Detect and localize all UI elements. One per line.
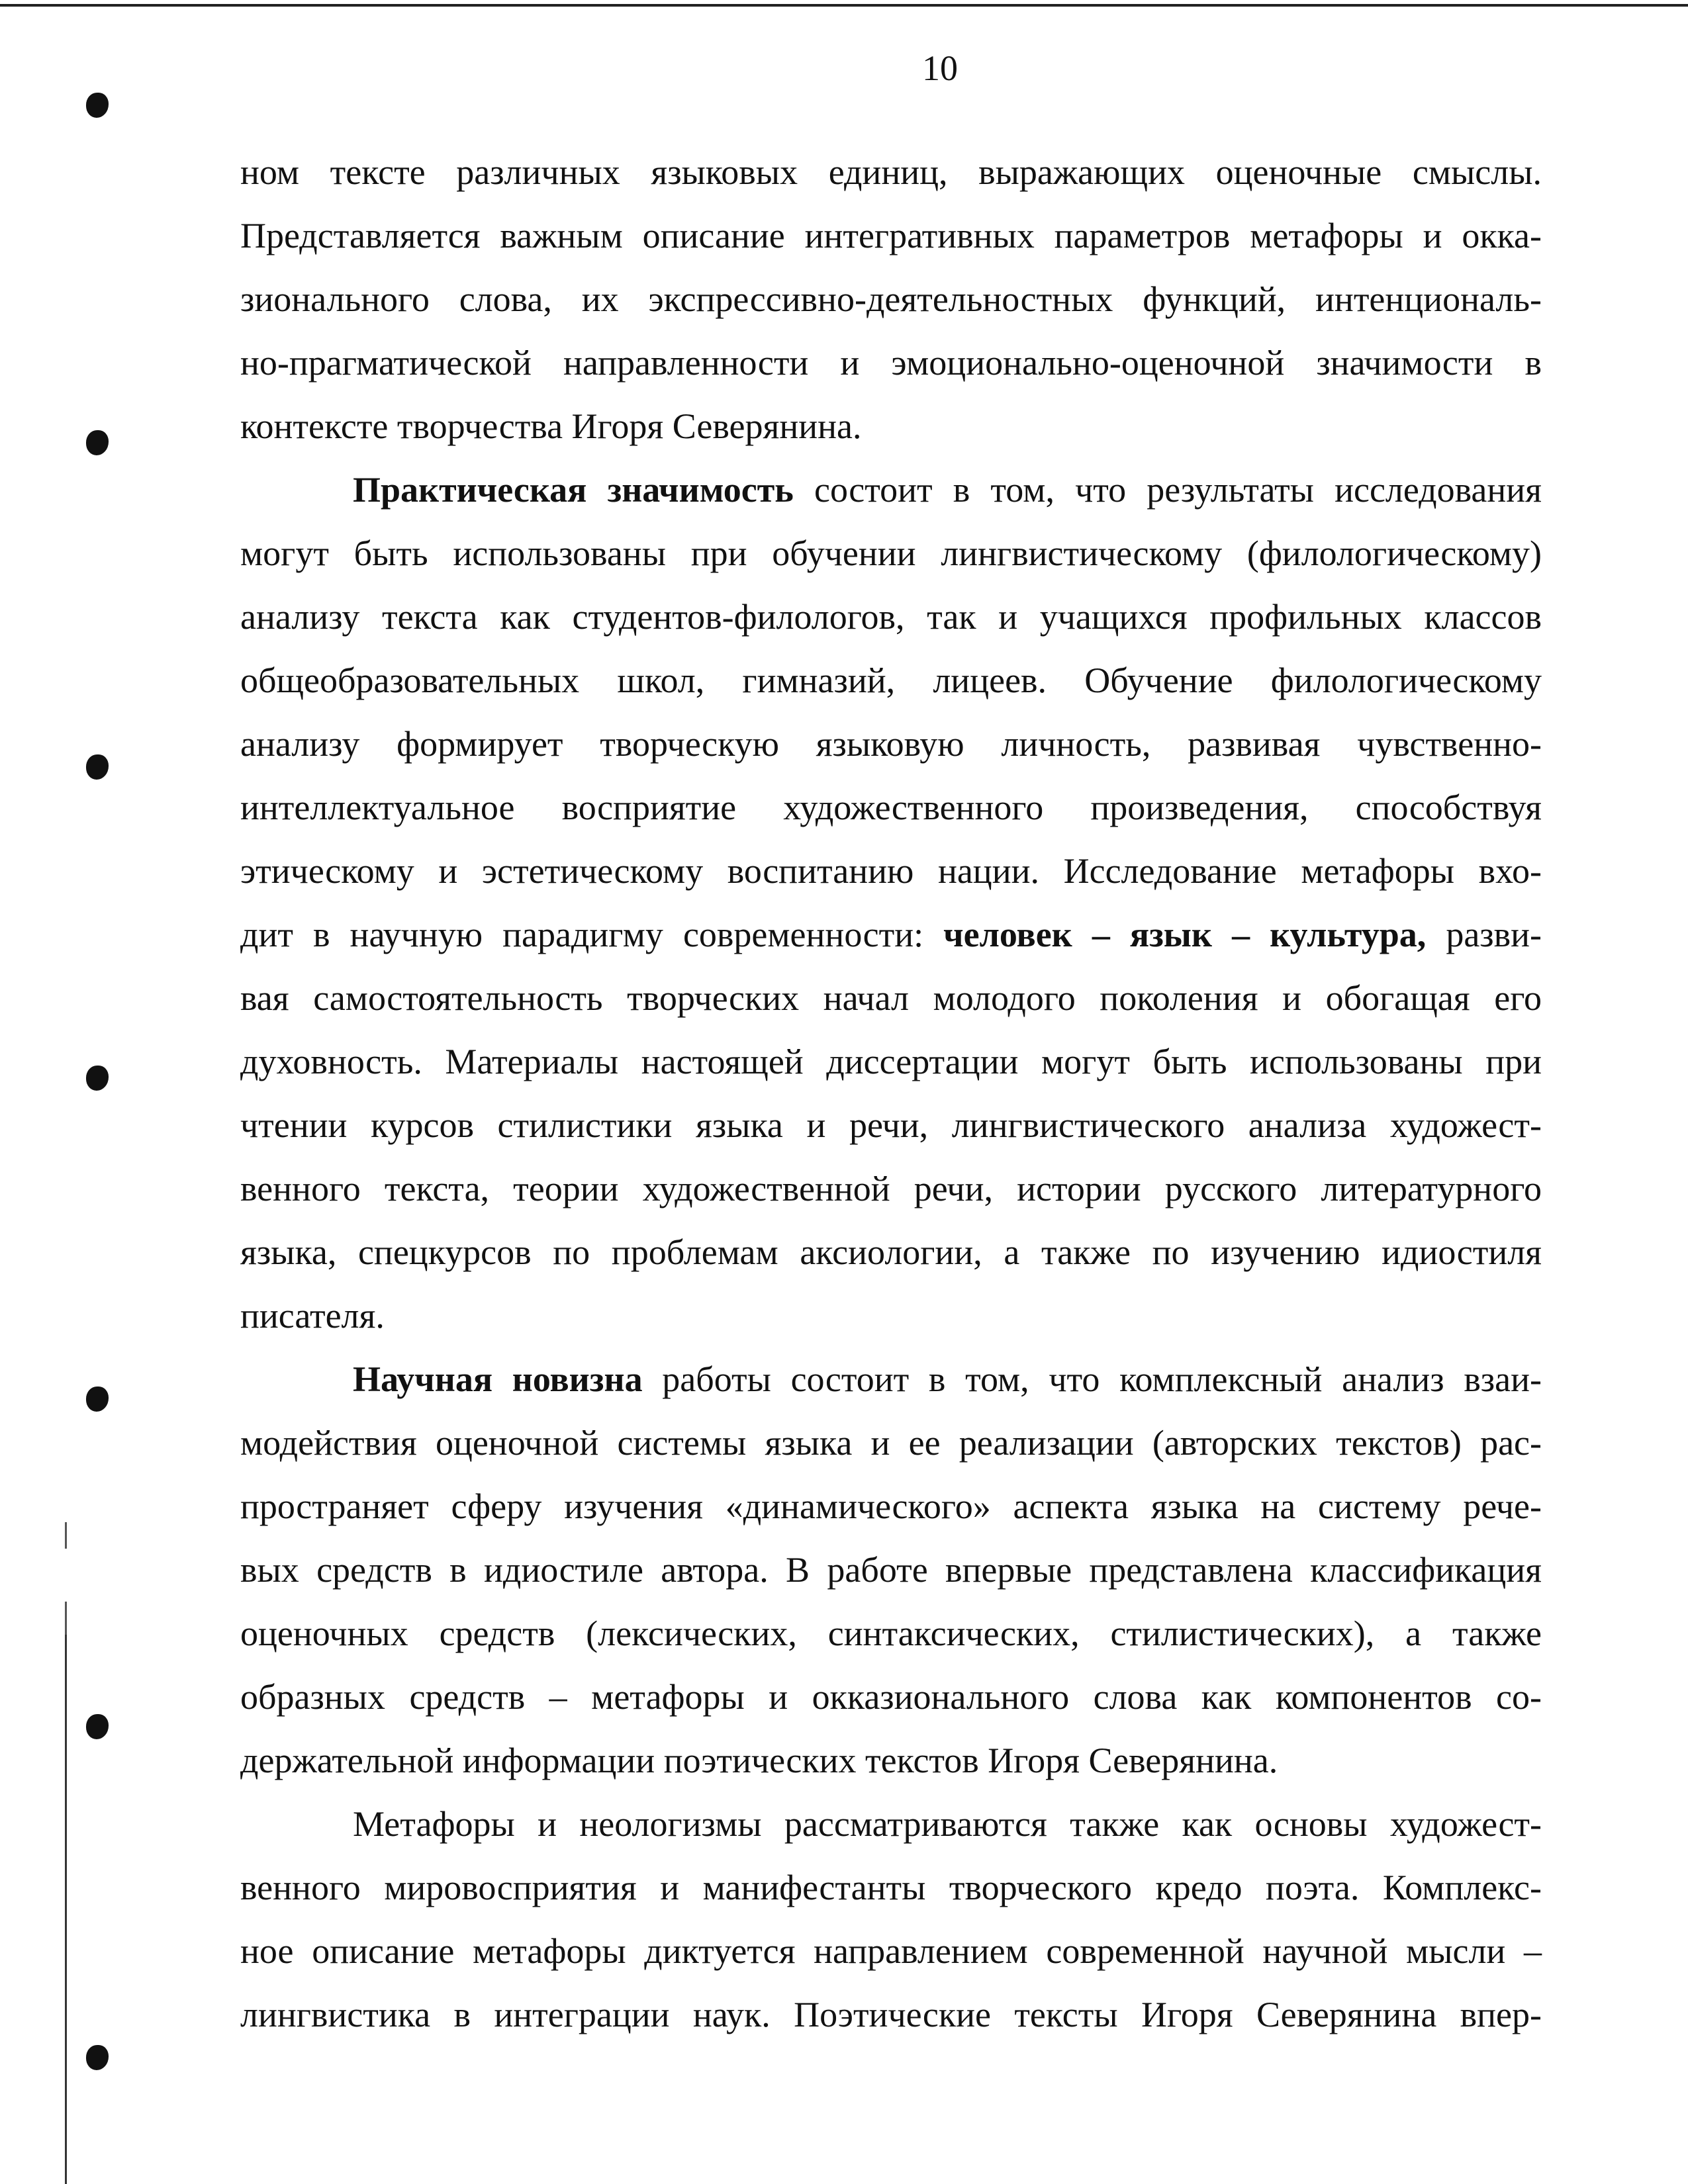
punch-hole-mark (86, 430, 109, 455)
text-line: этическому и эстетическому воспитанию нации. Исследование метафоры вхо- (240, 851, 1542, 891)
text-line: Метафоры и неологизмы рассматриваются также как основы художест- (353, 1804, 1542, 1844)
text-run: разви- (1426, 915, 1542, 954)
left-margin-tick (65, 1522, 67, 1549)
text-line: ном тексте различных языковых единиц, выражающих оценочные смыслы. (240, 152, 1542, 192)
text-line: пространяет сферу изучения «динамического» аспекта языка на систему рече- (240, 1486, 1542, 1526)
text-line: писателя. (240, 1296, 385, 1336)
left-margin-tick (65, 1602, 67, 1635)
text-line: вая самостоятельность творческих начал молодого поколения и обогащая его (240, 978, 1542, 1018)
text-line: языка, спецкурсов по проблемам аксиологии, а также по изучению идиостиля (240, 1232, 1542, 1272)
paragraph-3 (240, 1347, 1542, 1792)
punch-hole-mark (86, 1387, 109, 1412)
paragraph-4 (240, 1792, 1542, 2046)
bold-term: человек – язык – культура, (943, 915, 1427, 954)
text-line: ное описание метафоры диктуется направлением современной научной мысли – (240, 1931, 1542, 1971)
text-line (240, 1347, 1542, 1411)
bold-term: Научная новизна (353, 1359, 643, 1399)
text-line: чтении курсов стилистики языка и речи, лингвистического анализа художест- (240, 1105, 1542, 1145)
punch-hole-mark (86, 1714, 109, 1739)
text-line: общеобразовательных школ, гимназий, лицеев. Обучение филологическому (240, 660, 1542, 700)
body-text (240, 140, 1542, 2046)
text-line: интеллектуальное восприятие художественного произведения, способствуя (240, 788, 1542, 827)
text-line: духовность. Материалы настоящей диссертации могут быть использованы при (240, 1042, 1542, 1081)
page-number: 10 (922, 48, 958, 88)
text-line: лингвистика в интеграции наук. Поэтические тексты Игоря Северянина впер- (240, 1995, 1542, 2034)
text-line (240, 458, 1542, 522)
text-line: держательной информации поэтических текстов Игоря Северянина. (240, 1741, 1278, 1780)
punch-hole-mark (86, 2045, 109, 2070)
punch-hole-mark (86, 93, 109, 118)
text-line: Представляется важным описание интегративных параметров метафоры и окка- (240, 216, 1542, 255)
text-run: состоит в том, что результаты исследования (793, 470, 1542, 510)
text-line: вых средств в идиостиле автора. В работе впервые представлена классификация (240, 1550, 1542, 1590)
text-line: но-прагматической направленности и эмоционально-оценочной значимости в (240, 343, 1542, 383)
punch-hole-mark (86, 754, 109, 780)
text-line: анализу формирует творческую языковую личность, развивая чувственно- (240, 724, 1542, 764)
text-line: оценочных средств (лексических, синтаксических, стилистических), а также (240, 1614, 1542, 1653)
punch-hole-mark (86, 1066, 109, 1091)
paragraph-2 (240, 458, 1542, 1347)
text-run: дит в научную парадигму современности: (240, 915, 944, 954)
text-line: модействия оценочной системы языка и ее реализации (авторских текстов) рас- (240, 1423, 1542, 1463)
bold-term: Практическая значимость (353, 470, 794, 510)
text-line: венного текста, теории художественной речи, истории русского литературного (240, 1169, 1542, 1208)
text-line: зионального слова, их экспрессивно-деятельностных функций, интенциональ- (240, 279, 1542, 319)
top-rule (0, 4, 1688, 7)
paragraph-1 (240, 140, 1542, 458)
text-line: могут быть использованы при обучении лингвистическому (филологическому) (240, 533, 1542, 573)
text-line: анализу текста как студентов-филологов, так и учащихся профильных классов (240, 597, 1542, 637)
text-line: венного мировосприятия и манифестанты творческого кредо поэта. Комплекс- (240, 1868, 1542, 1907)
left-margin-rule (65, 1628, 67, 2184)
text-line (240, 903, 1542, 966)
text-run: работы состоит в том, что комплексный анализ взаи- (642, 1359, 1542, 1399)
text-line: контексте творчества Игоря Северянина. (240, 406, 862, 446)
text-line: образных средств – метафоры и окказионального слова как компонентов со- (240, 1677, 1542, 1717)
